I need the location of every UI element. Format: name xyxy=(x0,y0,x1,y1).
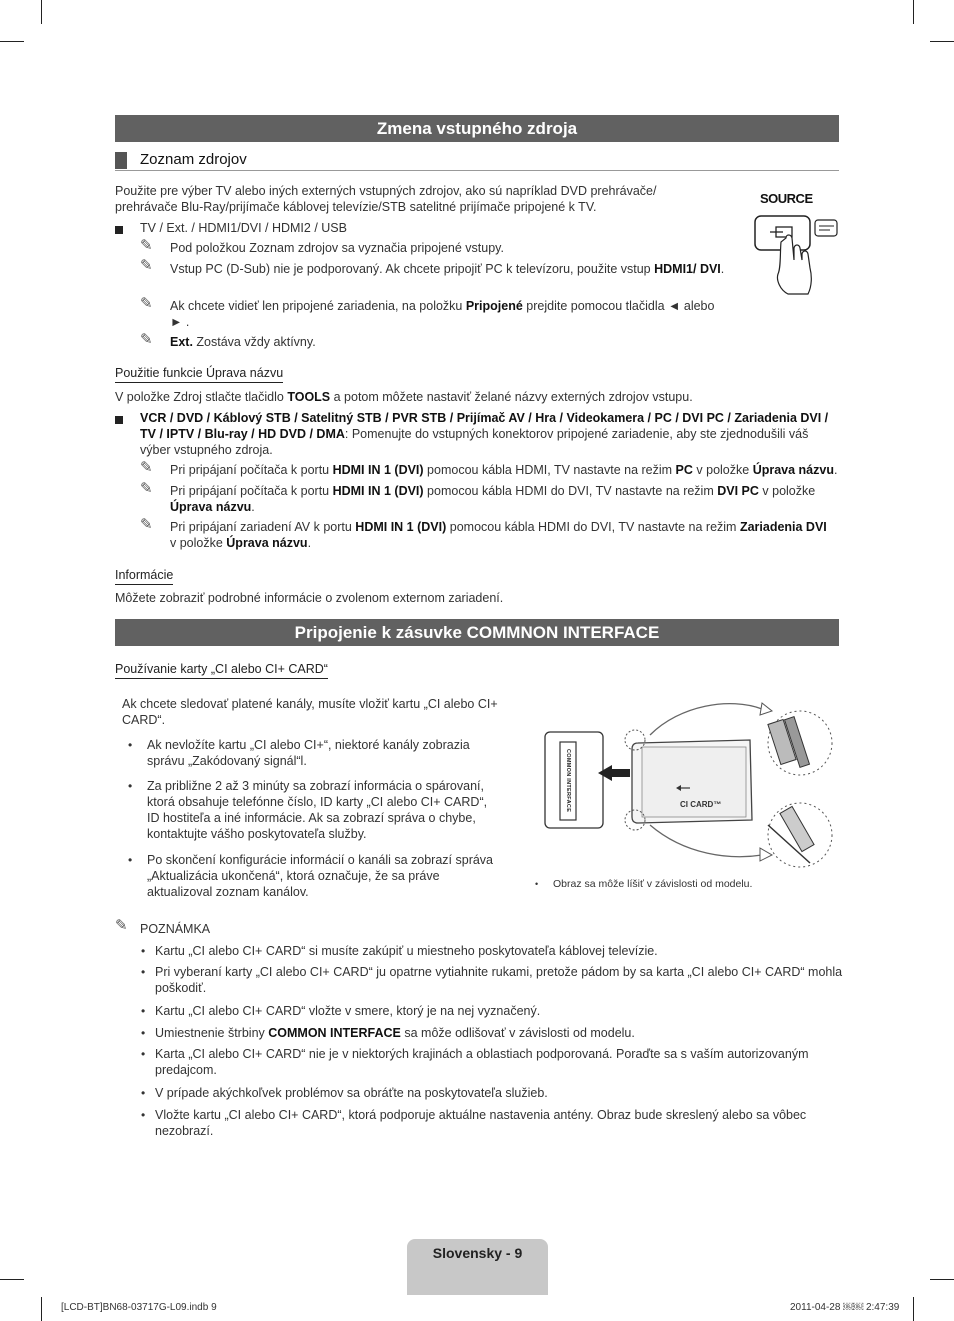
edit-name-paragraph: V položke Zdroj stlačte tlačidlo TOOLS a potom môžete nastaviť želané názvy externých zdrojov vstupu. xyxy=(115,390,693,404)
bullet-sources: TV / Ext. / HDMI1/DVI / HDMI2 / USB xyxy=(140,221,347,235)
image-caption: Obraz sa môže líšiť v závislosti od modelu. xyxy=(553,878,753,890)
ci-card-heading: Používanie karty „CI alebo CI+ CARD“ xyxy=(115,661,328,679)
note-text: Pod položkou Zoznam zdrojov sa vyznačia pripojené vstupy. xyxy=(170,241,504,255)
bullet-dot: • xyxy=(128,779,133,793)
card-label: CI CARD™ xyxy=(680,800,722,809)
note-item: Karta „CI alebo CI+ CARD“ nie je v niektorých krajinách a oblastiach podporovaná. Poraďte sa s vaším autorizovaným predajcom. xyxy=(155,1047,809,1077)
ci-card-illustration xyxy=(540,695,840,875)
source-button-icon xyxy=(750,190,850,300)
bullet-dot: • xyxy=(141,944,146,958)
note-item: Pri vyberaní karty „CI alebo CI+ CARD“ ju opatrne vytiahnite rukami, pretože pádom by sa karta „CI alebo CI+ CARD“ mohla poškodiť. xyxy=(155,965,843,995)
section-title: Pripojenie k zásuvke COMMNON INTERFACE xyxy=(115,619,839,646)
bullet-dot: • xyxy=(141,1004,146,1018)
ci-bullet: Za približne 2 až 3 minúty sa zobrazí informácia o spárovaní, ktorá obsahuje telefónne číslo, ID karty „CI alebo CI+ CARD“, ID hostiteľa a iné informácie. Ak sa zobrazí správa o chybe, kontaktujte vášho poskytovateľa služby. xyxy=(147,779,488,841)
bullet-dot: • xyxy=(128,738,133,752)
subsection-title: Zoznam zdrojov xyxy=(140,151,247,168)
bullet-square xyxy=(115,416,123,424)
file-name: [LCD-BT]BN68-03717G-L09.indb 9 xyxy=(61,1302,217,1313)
header-marker xyxy=(115,152,127,169)
ci-intro: Ak chcete sledovať platené kanály, musíte vložiť kartu „CI alebo CI+ CARD“. xyxy=(122,697,498,727)
note-text: Pri pripájaní zariadení AV k portu HDMI IN 1 (DVI) pomocou kábla HDMI do DVI, TV nastavte na režim Zariadenia DVI v položke Úprava názvu. xyxy=(170,520,827,550)
bullet-dot: • xyxy=(535,879,539,889)
note-icon: ✎ xyxy=(115,917,128,934)
note-item: Vložte kartu „CI alebo CI+ CARD“, ktorá podporuje aktuálne nastavenia antény. Obraz bude skreslený alebo sa vôbec nezobrazí. xyxy=(155,1108,807,1138)
bullet-dot: • xyxy=(141,1026,146,1040)
note-text: Pri pripájaní počítača k portu HDMI IN 1 (DVI) pomocou kábla HDMI do DVI, TV nastavte na režim DVI PC v položke Úprava názvu. xyxy=(170,484,816,514)
note-text: Vstup PC (D-Sub) nie je podporovaný. Ak chcete pripojiť PC k televízoru, použite vstup HDMI1/ DVI. xyxy=(170,262,725,276)
note-icon: ✎ xyxy=(140,516,153,533)
source-button-illustration xyxy=(750,190,850,300)
device-names-bullet: VCR / DVD / Káblový STB / Satelitný STB / PVR STB / Prijímač AV / Hra / Videokamera / PC / DVI PC / Zariadenia DVI / TV / IPTV / Blu-ray / HD DVD / DMA: Pomenujte do vstupných konektorov pripojené zariadenie, aby ste zjednodušili váš výber vstupného zdroja. xyxy=(140,411,829,457)
info-paragraph: Môžete zobraziť podrobné informácie o zvolenom externom zariadení. xyxy=(115,591,504,605)
intro-paragraph: Použite pre výber TV alebo iných externých vstupných zdrojov, ako sú napríklad DVD prehrávače/ prehrávače Blu-Ray/prijímače káblovej televízie/STB satelitné prijímače pripojené k TV. xyxy=(115,184,657,214)
note-icon: ✎ xyxy=(140,257,153,274)
edit-name-heading: Použitie funkcie Úprava názvu xyxy=(115,365,283,383)
print-date: 2011-04-28 ￼￼ 2:47:39 xyxy=(790,1302,900,1313)
slot-label: COMMON INTERFACE xyxy=(565,749,571,813)
page-number: Slovensky - 9 xyxy=(432,1245,523,1261)
note-item: Kartu „CI alebo CI+ CARD“ vložte v smere, ktorý je na nej vyznačený. xyxy=(155,1004,541,1018)
bullet-dot: • xyxy=(141,1086,146,1100)
note-item: V prípade akýchkoľvek problémov sa obráťte na poskytovateľa služieb. xyxy=(155,1086,548,1100)
note-text: Pri pripájaní počítača k portu HDMI IN 1 (DVI) pomocou kábla HDMI, TV nastavte na režim PC v položke Úprava názvu. xyxy=(170,463,838,477)
ci-card-drawing xyxy=(540,695,840,875)
section-title: Zmena vstupného zdroja xyxy=(115,115,839,142)
note-item: Umiestnenie štrbiny COMMON INTERFACE sa môže odlišovať v závislosti od modelu. xyxy=(155,1026,635,1040)
source-label: SOURCE xyxy=(760,191,813,206)
bullet-dot: • xyxy=(128,853,133,867)
info-heading: Informácie xyxy=(115,567,173,585)
ci-bullet: Po skončení konfigurácie informácií o kanáli sa zobrazí správa „Aktualizácia ukončená“, ktorá označuje, že sa práve aktualizoval zoznam kanálov. xyxy=(147,853,494,899)
note-heading: POZNÁMKA xyxy=(140,922,211,936)
page-number-tab xyxy=(407,1239,548,1295)
note-icon: ✎ xyxy=(140,331,153,348)
note-text: Ext. Zostáva vždy aktívny. xyxy=(170,335,316,349)
bullet-dot: • xyxy=(141,965,146,979)
subsection-header xyxy=(115,151,839,171)
bullet-dot: • xyxy=(141,1108,146,1122)
bullet-square xyxy=(115,226,123,234)
note-item: Kartu „CI alebo CI+ CARD“ si musíte zakúpiť u miestneho poskytovateľa káblovej televízie. xyxy=(155,944,658,958)
note-icon: ✎ xyxy=(140,480,153,497)
ci-bullet: Ak nevložíte kartu „CI alebo CI+“, niektoré kanály zobrazia správu „Zakódovaný signál“l. xyxy=(147,738,470,768)
bullet-dot: • xyxy=(141,1047,146,1061)
note-icon: ✎ xyxy=(140,459,153,476)
note-text: Ak chcete vidieť len pripojené zariadenia, na položku Pripojené prejdite pomocou tlačidla ◄ alebo ► . xyxy=(170,299,715,329)
note-icon: ✎ xyxy=(140,237,153,254)
note-icon: ✎ xyxy=(140,295,153,312)
